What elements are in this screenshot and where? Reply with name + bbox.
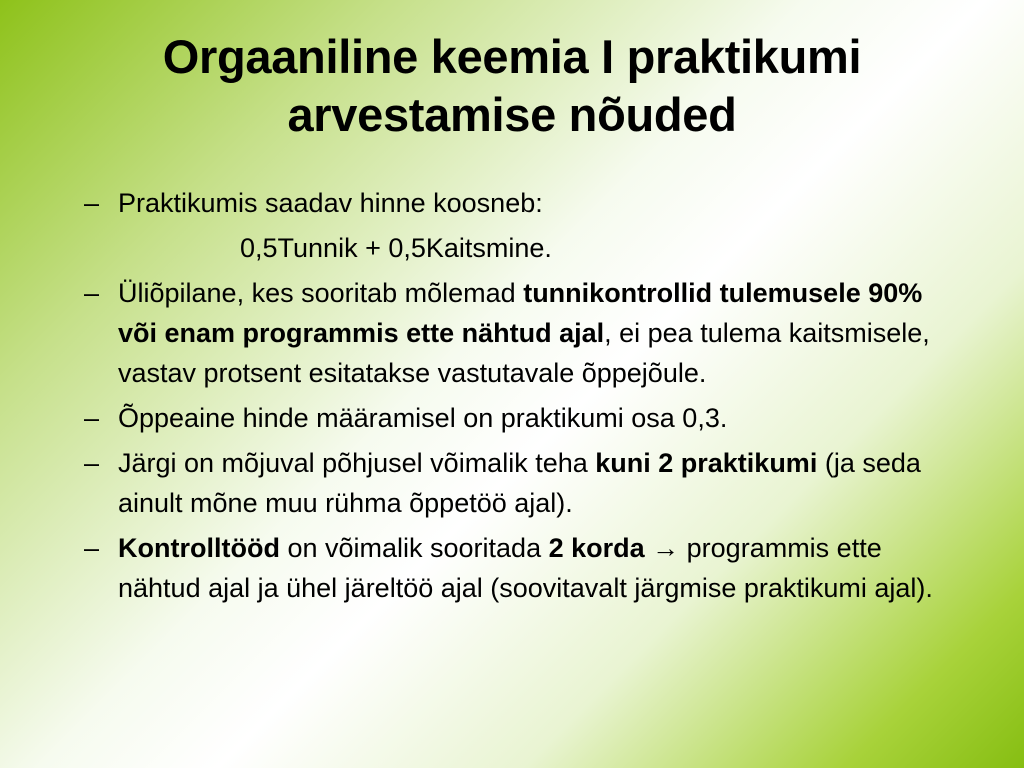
bullet-dash: – xyxy=(84,278,100,308)
title-line-2: arvestamise nõuded xyxy=(287,88,737,141)
bullet-dash: – xyxy=(84,403,100,433)
title-line-1: Orgaaniline keemia I praktikumi xyxy=(162,30,862,83)
bullet-text-part: (ja seda ainult mõne muu rühma õppetöö ajal). xyxy=(118,448,921,518)
bullet-text: Õppeaine hinde määramisel on praktikumi osa 0,3. xyxy=(118,403,728,433)
bullet-dash: – xyxy=(84,448,100,478)
bullet-text-part: Üliõpilane, kes sooritab mõlemad xyxy=(118,278,524,308)
bullet-text-part: on võimalik sooritada xyxy=(279,533,549,563)
bullet-list xyxy=(84,183,954,613)
bullet-bold-text: Kontrolltööd xyxy=(118,533,280,563)
bullet-text-part: Järgi on mõjuval põhjusel võimalik teha xyxy=(118,448,596,478)
bullet-item-control-tests xyxy=(84,528,954,608)
bullet-text-part: , ei pea tulema kaitsmisele, vastav protsent esitatakse vastutavale õppejõule. xyxy=(118,318,930,388)
bullet-text-part: programmis ette nähtud ajal ja ühel järeltöö ajal (soovitavalt järgmise praktikumi ajal). xyxy=(118,533,933,603)
right-arrow-icon: → xyxy=(652,533,680,563)
grade-formula: 0,5Tunnik + 0,5Kaitsmine. xyxy=(240,233,552,263)
bullet-item-course-weight xyxy=(84,398,954,438)
bullet-item-test-exemption xyxy=(84,273,954,393)
bullet-item-grade-composition xyxy=(84,183,954,223)
bullet-bold-text: 2 korda xyxy=(548,533,645,563)
bullet-bold-text: tunnikontrollid tulemusele 90% või enam programmis ette nähtud ajal xyxy=(118,278,923,348)
bullet-text: Praktikumis saadav hinne koosneb: xyxy=(118,188,543,218)
bullet-dash: – xyxy=(84,188,100,218)
slide-title xyxy=(40,28,984,144)
bullet-item-makeup-labs xyxy=(84,443,954,523)
bullet-bold-text: kuni 2 praktikumi xyxy=(595,448,818,478)
bullet-dash: – xyxy=(84,533,100,563)
